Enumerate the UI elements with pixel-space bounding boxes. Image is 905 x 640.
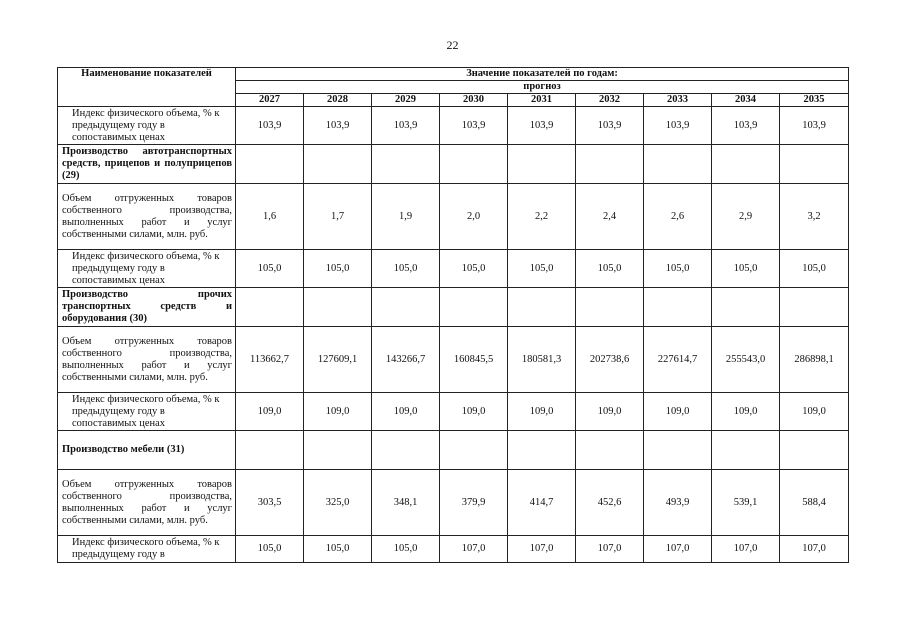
value-cell: 105,0 — [780, 250, 849, 288]
section-row — [58, 288, 849, 327]
value-cell: 2,2 — [508, 184, 576, 250]
value-cell: 255543,0 — [712, 327, 780, 393]
value-cell: 113662,7 — [236, 327, 304, 393]
empty-cell — [508, 145, 576, 184]
value-cell: 493,9 — [644, 470, 712, 536]
value-cell: 379,9 — [440, 470, 508, 536]
year-header: 2031 — [508, 94, 576, 107]
value-cell: 109,0 — [644, 393, 712, 431]
value-cell: 105,0 — [508, 250, 576, 288]
value-cell: 103,9 — [440, 107, 508, 145]
section-title: Производство мебели (31) — [58, 431, 236, 470]
value-cell: 103,9 — [372, 107, 440, 145]
value-cell: 107,0 — [644, 536, 712, 563]
empty-cell — [508, 431, 576, 470]
value-cell: 1,7 — [304, 184, 372, 250]
forecast-table — [57, 67, 849, 563]
year-header: 2027 — [236, 94, 304, 107]
empty-cell — [236, 145, 304, 184]
page-number: 22 — [446, 38, 459, 52]
value-cell: 286898,1 — [780, 327, 849, 393]
table-row — [58, 470, 849, 536]
value-cell: 103,9 — [780, 107, 849, 145]
row-label: Индекс физического объема, % к предыдущему году в сопоставимых ценах — [58, 393, 236, 431]
section-row — [58, 431, 849, 470]
value-cell: 539,1 — [712, 470, 780, 536]
value-cell: 3,2 — [780, 184, 849, 250]
value-cell: 103,9 — [644, 107, 712, 145]
value-cell: 2,0 — [440, 184, 508, 250]
year-header: 2030 — [440, 94, 508, 107]
value-cell: 107,0 — [780, 536, 849, 563]
row-label: Индекс физического объема, % к предыдущему году в сопоставимых ценах — [58, 250, 236, 288]
year-header: 2028 — [304, 94, 372, 107]
table-row — [58, 536, 849, 563]
empty-cell — [712, 145, 780, 184]
empty-cell — [508, 288, 576, 327]
table-body — [58, 107, 849, 563]
row-label: Объем отгруженных товаров собственного производства, выполненных работ и услуг собственными силами, млн. руб. — [58, 470, 236, 536]
value-cell: 103,9 — [712, 107, 780, 145]
value-cell: 105,0 — [576, 250, 644, 288]
value-cell: 103,9 — [576, 107, 644, 145]
empty-cell — [644, 288, 712, 327]
empty-cell — [576, 145, 644, 184]
value-cell: 109,0 — [304, 393, 372, 431]
empty-cell — [576, 288, 644, 327]
empty-cell — [236, 431, 304, 470]
value-cell: 105,0 — [236, 250, 304, 288]
value-cell: 105,0 — [304, 536, 372, 563]
section-row — [58, 145, 849, 184]
value-cell: 105,0 — [712, 250, 780, 288]
value-cell: 109,0 — [440, 393, 508, 431]
empty-cell — [780, 431, 849, 470]
value-cell: 109,0 — [372, 393, 440, 431]
empty-cell — [304, 288, 372, 327]
value-cell: 109,0 — [508, 393, 576, 431]
row-label: Индекс физического объема, % к предыдущему году в сопоставимых ценах — [58, 107, 236, 145]
value-cell: 588,4 — [780, 470, 849, 536]
table-row — [58, 393, 849, 431]
value-cell: 105,0 — [372, 250, 440, 288]
value-cell: 107,0 — [712, 536, 780, 563]
section-title: Производство прочих транспортных средств и оборудования (30) — [58, 288, 236, 327]
value-cell: 107,0 — [576, 536, 644, 563]
row-label: Индекс физического объема, % к предыдущему году в — [58, 536, 236, 563]
year-header: 2034 — [712, 94, 780, 107]
empty-cell — [576, 431, 644, 470]
empty-cell — [440, 431, 508, 470]
empty-cell — [372, 288, 440, 327]
value-cell: 202738,6 — [576, 327, 644, 393]
value-cell: 180581,3 — [508, 327, 576, 393]
value-cell: 103,9 — [236, 107, 304, 145]
year-header: 2029 — [372, 94, 440, 107]
table-row — [58, 250, 849, 288]
empty-cell — [780, 288, 849, 327]
empty-cell — [440, 288, 508, 327]
empty-cell — [372, 145, 440, 184]
empty-cell — [304, 431, 372, 470]
row-label: Объем отгруженных товаров собственного производства, выполненных работ и услуг собственными силами, млн. руб. — [58, 327, 236, 393]
year-header: 2032 — [576, 94, 644, 107]
value-cell: 452,6 — [576, 470, 644, 536]
value-cell: 109,0 — [576, 393, 644, 431]
value-cell: 227614,7 — [644, 327, 712, 393]
year-header: 2033 — [644, 94, 712, 107]
value-cell: 143266,7 — [372, 327, 440, 393]
value-cell: 105,0 — [372, 536, 440, 563]
value-cell: 303,5 — [236, 470, 304, 536]
empty-cell — [644, 145, 712, 184]
value-cell: 105,0 — [304, 250, 372, 288]
value-cell: 2,6 — [644, 184, 712, 250]
empty-cell — [236, 288, 304, 327]
header-values-title: Значение показателей по годам: — [236, 68, 849, 81]
year-header: 2035 — [780, 94, 849, 107]
value-cell: 107,0 — [508, 536, 576, 563]
value-cell: 103,9 — [508, 107, 576, 145]
empty-cell — [440, 145, 508, 184]
value-cell: 109,0 — [236, 393, 304, 431]
value-cell: 348,1 — [372, 470, 440, 536]
section-title: Производство автотранспортных средств, прицепов и полуприцепов (29) — [58, 145, 236, 184]
value-cell: 105,0 — [644, 250, 712, 288]
table-row — [58, 184, 849, 250]
value-cell: 109,0 — [780, 393, 849, 431]
value-cell: 127609,1 — [304, 327, 372, 393]
row-label: Объем отгруженных товаров собственного производства, выполненных работ и услуг собственными силами, млн. руб. — [58, 184, 236, 250]
value-cell: 2,9 — [712, 184, 780, 250]
value-cell: 414,7 — [508, 470, 576, 536]
value-cell: 2,4 — [576, 184, 644, 250]
value-cell: 105,0 — [440, 250, 508, 288]
value-cell: 105,0 — [236, 536, 304, 563]
value-cell: 107,0 — [440, 536, 508, 563]
table-row — [58, 327, 849, 393]
empty-cell — [304, 145, 372, 184]
empty-cell — [712, 431, 780, 470]
table-row — [58, 107, 849, 145]
header-name-column: Наименование показателей — [58, 68, 236, 107]
header-forecast: прогноз — [236, 81, 849, 94]
empty-cell — [712, 288, 780, 327]
value-cell: 1,6 — [236, 184, 304, 250]
value-cell: 160845,5 — [440, 327, 508, 393]
value-cell: 103,9 — [304, 107, 372, 145]
empty-cell — [372, 431, 440, 470]
value-cell: 1,9 — [372, 184, 440, 250]
empty-cell — [644, 431, 712, 470]
empty-cell — [780, 145, 849, 184]
value-cell: 109,0 — [712, 393, 780, 431]
value-cell: 325,0 — [304, 470, 372, 536]
